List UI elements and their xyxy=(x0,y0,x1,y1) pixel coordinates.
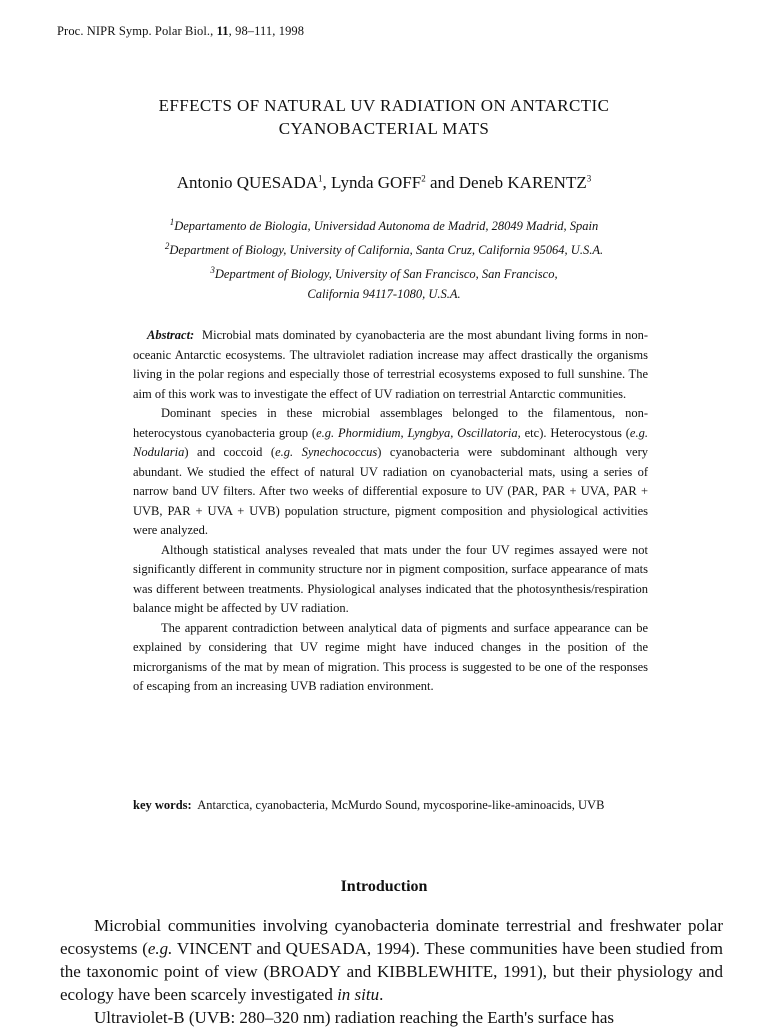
abstract-paragraph-4: The apparent contradiction between analytical data of pigments and surface appearance can be explained by considering that UV regime might have induced changes in the position of the microrganisms of the mat by mean of migration. This process is suggested to be one of the responses of escaping from an increasing UVB radiation environment. xyxy=(133,620,648,693)
keywords xyxy=(133,796,648,816)
author-2: Lynda GOFF$^2$ xyxy=(331,173,426,192)
author-list: Antonio QUESADA$^1$, Lynda GOFF$^2$ and Deneb KARENTZ$^3$ xyxy=(176,173,592,192)
abstract xyxy=(133,326,648,697)
title-line-1: EFFECTS OF NATURAL UV RADIATION ON ANTARCTIC xyxy=(158,96,610,115)
title-line-2: CYANOBACTERIAL MATS xyxy=(278,119,490,138)
journal-name: Proc. NIPR Symp. Polar Biol., xyxy=(57,24,214,38)
affiliation-3-cont: California 94117-1080, U.S.A. xyxy=(307,287,461,302)
affiliations xyxy=(0,212,768,304)
intro-paragraph-2: Ultraviolet-B (UVB: 280–320 nm) radiation reaching the Earth's surface has xyxy=(94,1008,614,1027)
section-heading-introduction: Introduction xyxy=(340,878,428,895)
author-1: Antonio QUESADA$^1$ xyxy=(176,173,323,192)
author-3: Deneb KARENTZ$^3$ xyxy=(458,173,592,192)
keywords-text: Antarctica, cyanobacteria, McMurdo Sound, mycosporine-like-aminoacids, UVB xyxy=(197,798,605,812)
abstract-paragraph-2: Dominant species in these microbial assemblages belonged to the filamentous, non-heterocystous cyanobacteria group (e.g. Phormidium, Lyngbya, Oscillatoria, etc). Heterocystous (e.g. Nodularia) and coccoid (e.g. Synechococcus) cyanobacteria were subdominant although very abundant. We studied the effect of natural UV radiation on cyanobacterial mats, using a series of narrow band UV filters. After two weeks of differential exposure to UV (PAR, PAR + UVA, PAR + UVB, PAR + UVA + UVB) population structure, pigment composition and physiological activities were analyzed. xyxy=(133,406,649,537)
abstract-paragraph-1: Abstract: Microbial mats dominated by cyanobacteria are the most abundant living forms in non-oceanic Antarctic ecosystems. The ultraviolet radiation increase may affect drastically the organisms living in the polar regions and especially those of terrestrial ecosystems exposed to full sunshine. The aim of this work was to investigate the effect of UV radiation on terrestrial Antarctic communities. xyxy=(133,328,648,401)
intro-paragraph-1: Microbial communities involving cyanobacteria dominate terrestrial and freshwater polar ecosystems (e.g. VINCENT and QUESADA, 1994). These communities have been studied from the taxonomic point of view (BROADY and KIBBLEWHITE, 1991), but their physiology and ecology have been scarcely investigated in situ. xyxy=(60,916,724,1004)
abstract-label: Abstract: xyxy=(147,328,195,342)
affiliation-2: $^2$Department of Biology, University of California, Santa Cruz, California 95064, U.S.A. xyxy=(164,241,604,258)
paper-title xyxy=(0,94,768,140)
abstract-paragraph-3: Although statistical analyses revealed that mats under the four UV regimes assayed were not significantly different in community structure nor in pigment composition, surface appearance of mats was different between treatments. Physiological analyses indicated that the photosynthesis/respiration balance might be affected by UV radiation. xyxy=(133,542,648,615)
journal-pages-year: , 98–111, 1998 xyxy=(228,24,305,38)
introduction-body xyxy=(60,914,723,1029)
journal-volume: 11 xyxy=(216,24,229,38)
affiliation-3: $^3$Department of Biology, University of San Francisco, San Francisco, xyxy=(210,265,558,282)
running-head xyxy=(57,24,304,39)
keywords-label: key words: xyxy=(133,798,192,812)
affiliation-1: $^1$Departamento de Biologia, Universidad Autonoma de Madrid, 28049 Madrid, Spain xyxy=(169,217,599,234)
